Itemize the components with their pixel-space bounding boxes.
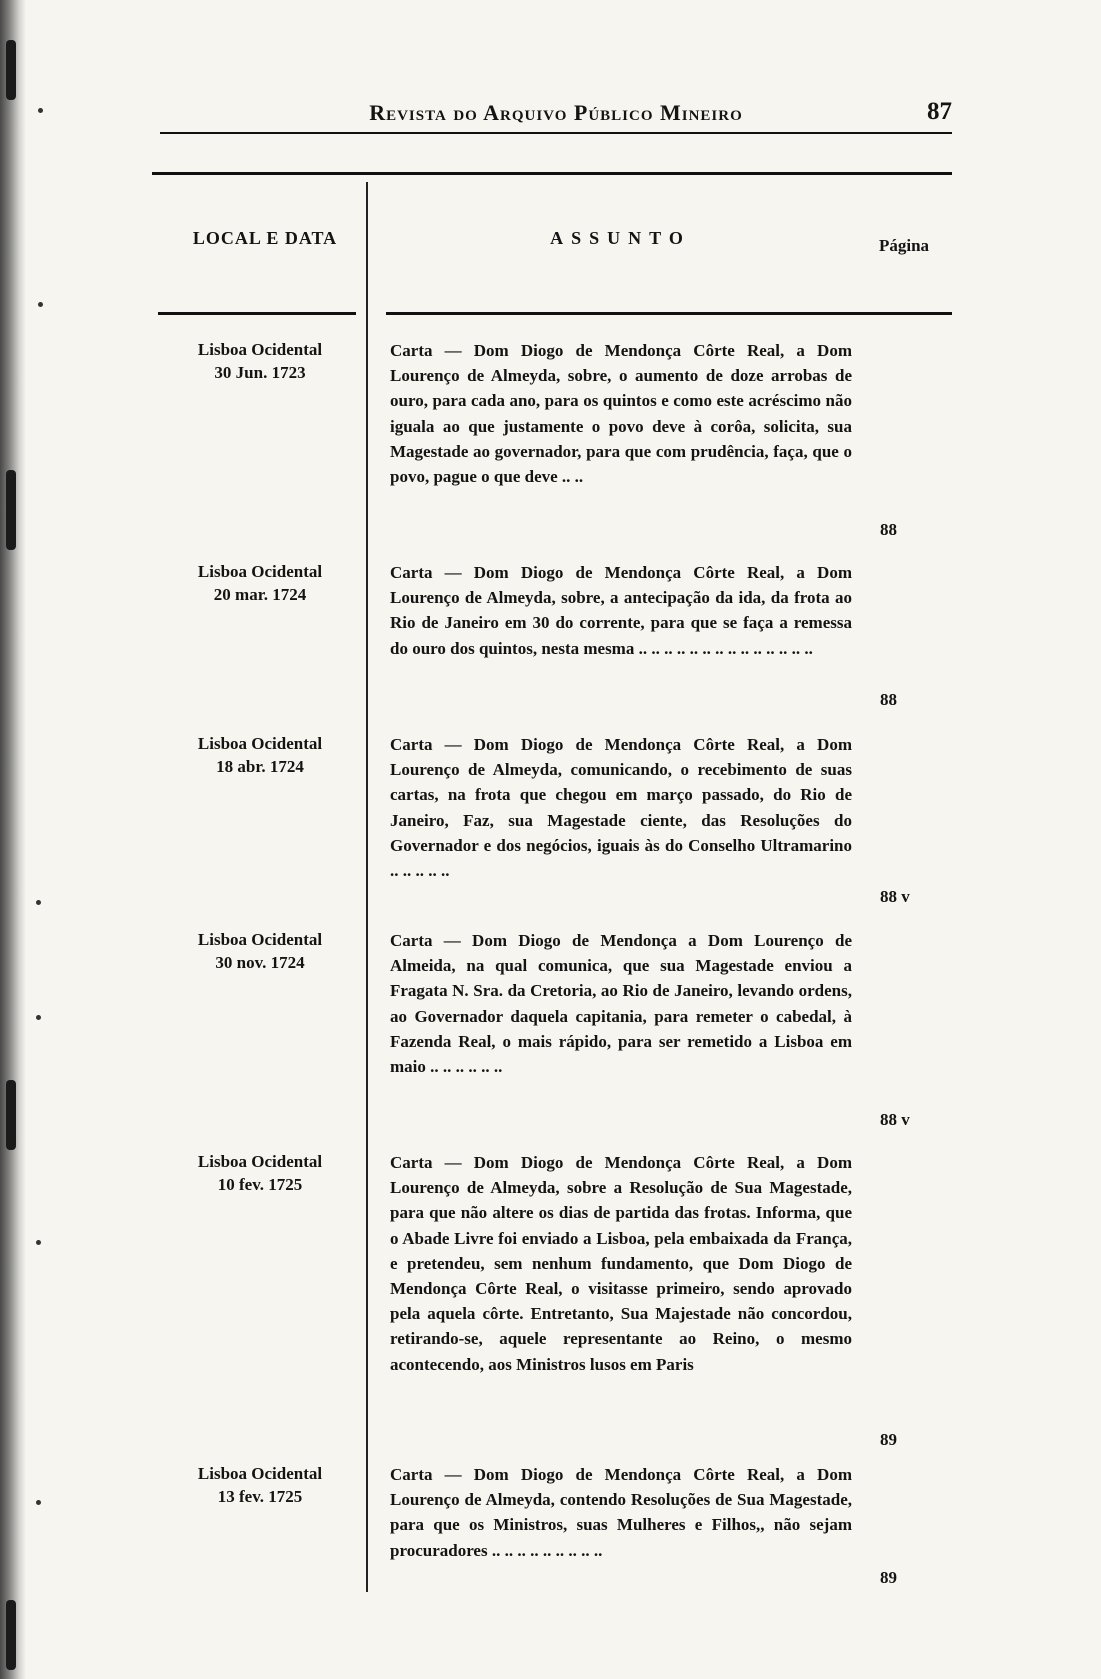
entry-date: 13 fev. 1725 (217, 1487, 303, 1506)
entry-page: 89 (880, 1568, 897, 1587)
column-header-pagina: Página (878, 236, 930, 255)
entry-page: 88 v (880, 1110, 910, 1129)
page-number: 87 (927, 98, 952, 125)
column-divider (366, 182, 368, 1592)
header-underline-right (386, 312, 952, 315)
entry-subject: Carta — Dom Diogo de Mendonça Côrte Real, a Dom Lourenço de Almeyda, comunicando, o recebimento de suas cartas, na frota que chegou em março passado, do Rio de Janeiro, Faz, sua Magestade ciente, das Resoluções do Governador e dos negócios, iguais às do Conselho Ultramarino .. .. .. .. .. (390, 735, 852, 881)
entry-location (160, 732, 360, 778)
entry-page: 89 (880, 1430, 897, 1449)
entry-date: 10 fev. 1725 (217, 1175, 303, 1194)
entry-subject: Carta — Dom Diogo de Mendonça Côrte Real, a Dom Lourenço de Almeyda, contendo Resoluções de Sua Magestade, para que os Ministros, suas Mulheres e Filhos,, não sejam procuradores .. .. .. .. .. .. .. .. .. (390, 1465, 852, 1560)
journal-title: Revista do Arquivo Público Mineiro (369, 100, 743, 125)
entry-date: 30 Jun. 1723 (214, 363, 306, 382)
entry-page: 88 v (880, 887, 910, 906)
scan-binding-shadow (0, 0, 26, 1679)
entry-date: 20 mar. 1724 (213, 585, 307, 604)
entry-subject: Carta — Dom Diogo de Mendonça Côrte Real, a Dom Lourenço de Almeyda, sobre a Resolução de Sua Magestade, para que não altere os dias de partida das frotas. Informa, que o Abade Livre foi enviado a Lisboa, pela embaixada da França, e pretendeu, sem nenhum fundamento, que Dom Diogo de Mendonça Côrte Real, o visitasse primeiro, sendo aprovado pela aquela côrte. Entretanto, Sua Majestade não concordou, retirando-se, aquele representante ao Reino, o mesmo acontecendo, aos Ministros lusos em Paris (390, 1153, 852, 1374)
entry-page: 88 (880, 690, 897, 709)
entry-subject: Carta — Dom Diogo de Mendonça Côrte Real, a Dom Lourenço de Almeyda, sobre, a antecipação da ida, da frota ao Rio de Janeiro em 30 do corrente, para que se faça a remessa do ouro dos quintos, nesta mesma .. .. .. .. .. .. .. .. .. .. .. .. .. .. (390, 563, 852, 658)
entry-date: 18 abr. 1724 (216, 757, 304, 776)
scan-binding-mark (6, 470, 16, 550)
header-rule (160, 132, 952, 134)
entry-place: Lisboa Ocidental (197, 1152, 323, 1171)
entry-location (160, 928, 360, 974)
entry-place: Lisboa Ocidental (197, 734, 323, 753)
entry-location (160, 338, 360, 384)
entry-subject: Carta — Dom Diogo de Mendonça Côrte Real, a Dom Lourenço de Almeyda, sobre, o aumento de doze arrobas de ouro, para cada ano, para os quintos e como este acréscimo não iguala ao que justamente o povo deve à corôa, solicita, sua Magestade ao governador, para que com prudência, faça, que o povo, pague o que deve .. .. (390, 341, 852, 487)
entry-place: Lisboa Ocidental (197, 930, 323, 949)
entry-subject: Carta — Dom Diogo de Mendonça a Dom Lourenço de Almeida, na qual comunica, que sua Magestade enviou a Fragata N. Sra. da Cretoria, ao Rio de Janeiro, levando ordens, ao Governador daquela capitania, para remeter o cabedal, à Fazenda Real, o mais rápido, para ser remetido a Lisboa em maio .. .. .. .. .. .. (390, 931, 852, 1077)
entry-location (160, 1150, 360, 1196)
header-underline-left (158, 312, 356, 315)
entry-location (160, 1462, 360, 1508)
scan-binding-mark (6, 1080, 16, 1150)
entry-place: Lisboa Ocidental (197, 340, 323, 359)
scan-binding-mark (6, 1600, 16, 1670)
running-header (160, 94, 952, 134)
entry-place: Lisboa Ocidental (197, 1464, 323, 1483)
entry-date: 30 nov. 1724 (215, 953, 305, 972)
entry-place: Lisboa Ocidental (197, 562, 323, 581)
table-top-rule (152, 172, 952, 175)
column-header-local: LOCAL E DATA (192, 228, 338, 248)
entry-location (160, 560, 360, 606)
entry-page: 88 (880, 520, 897, 539)
column-header-assunto: ASSUNTO (550, 228, 691, 248)
scan-binding-mark (6, 40, 16, 100)
